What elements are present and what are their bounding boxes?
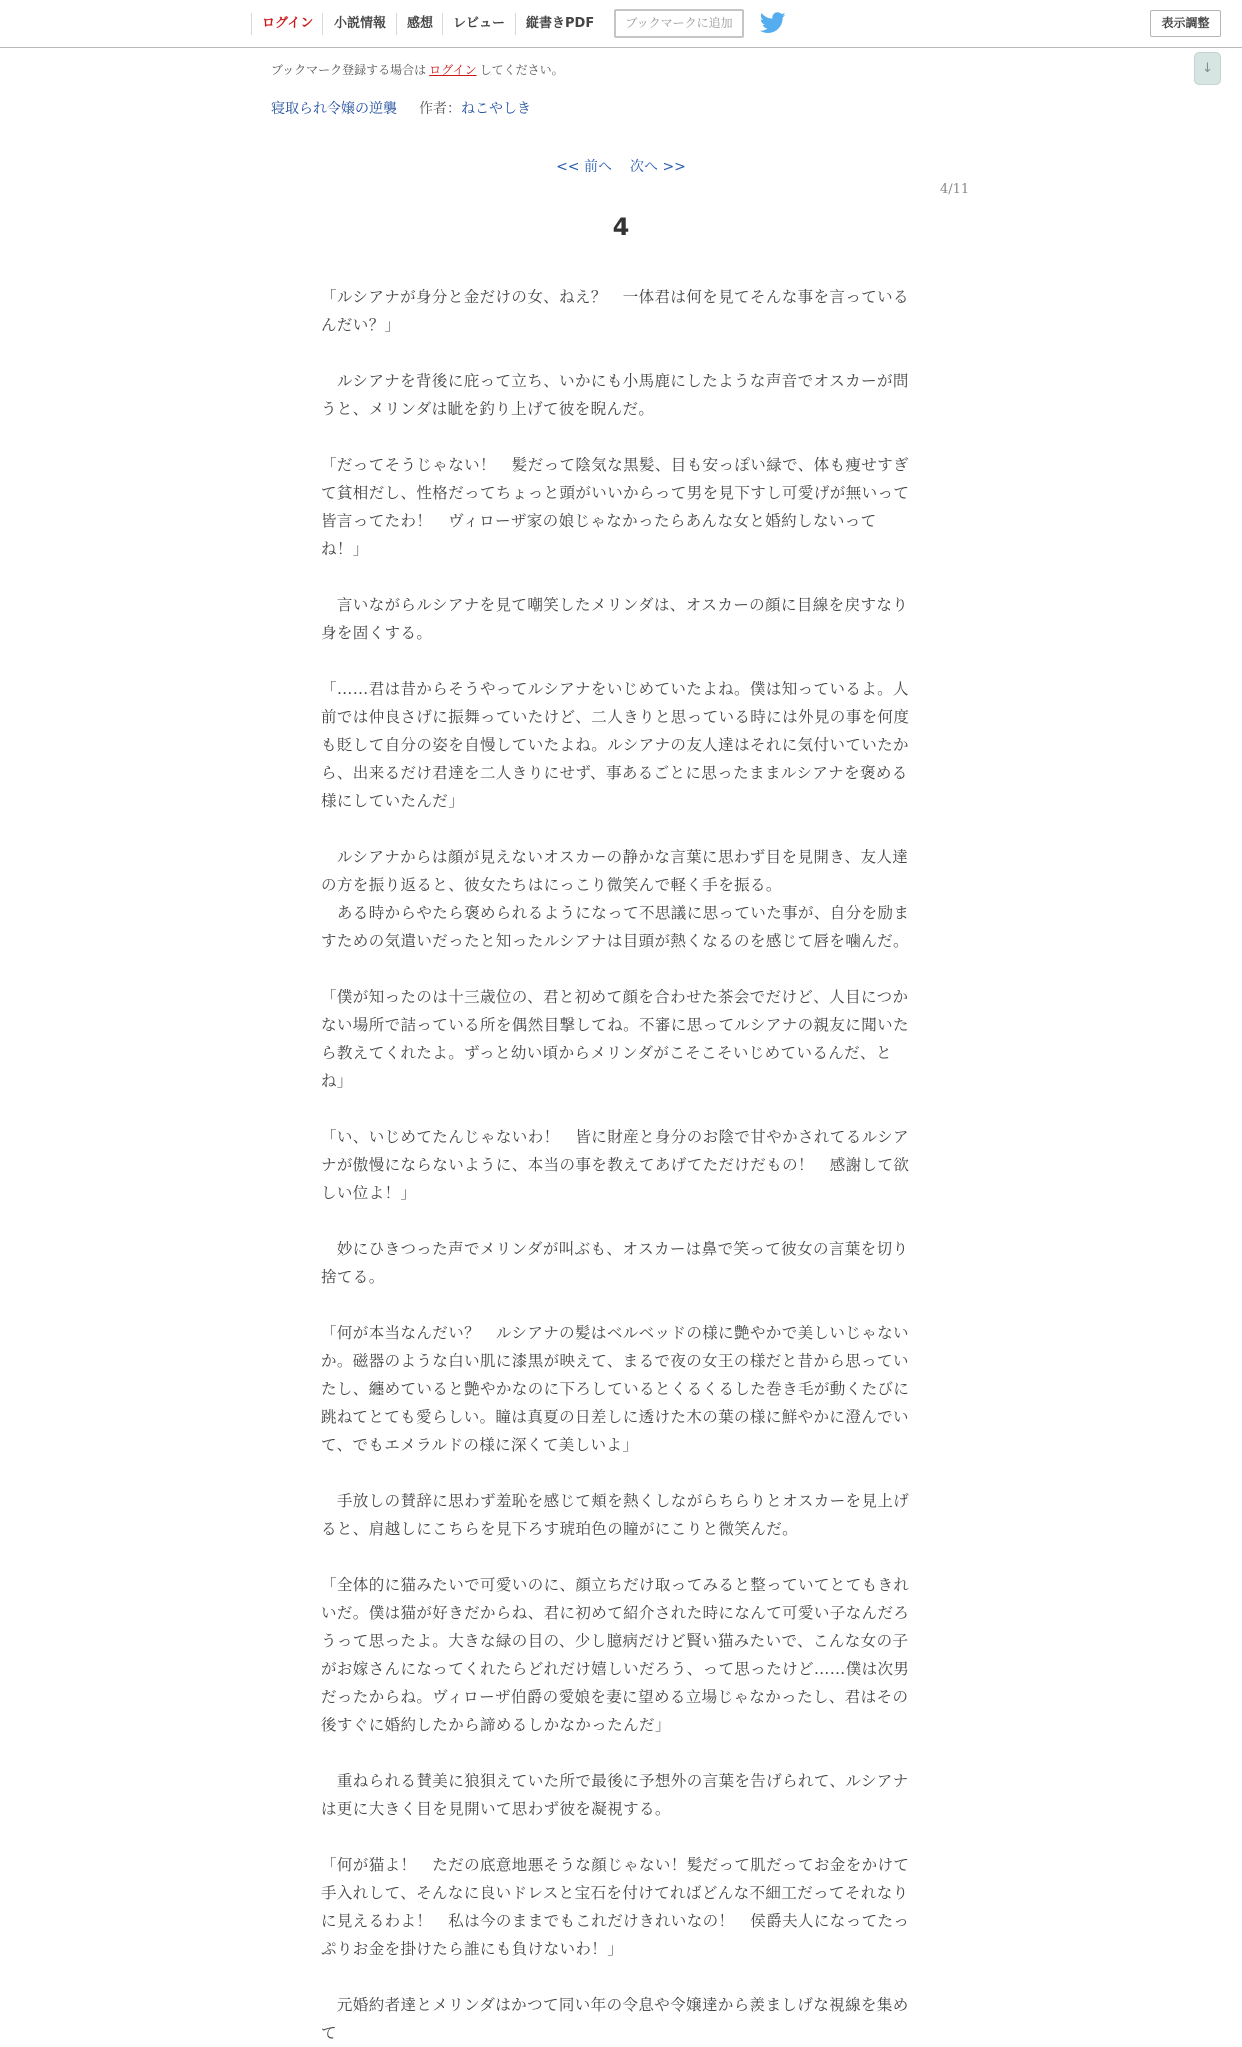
body-line: ら教えてくれたよ。ずっと幼い頃からメリンダがこそこそいじめているんだ、と (321, 1044, 892, 1062)
body-line: ね！」 (321, 540, 369, 558)
body-line: ルシアナを背後に庇って立ち、いかにも小馬鹿にしたような声音でオスカーが問 (321, 372, 909, 390)
body-line: ぷりお金を掛けたら誰にも負けないわ！」 (321, 1940, 624, 1958)
notice-login-link[interactable]: ログイン (429, 63, 477, 77)
body-line: うと、メリンダは眦を釣り上げて彼を睨んだ。 (321, 400, 655, 418)
body-line: 「僕が知ったのは十三歳位の、君と初めて顔を合わせた茶会でだけど、人目につか (321, 988, 909, 1006)
body-line (321, 339, 913, 367)
body-line: ない場所で詰っている所を偶然目撃してね。不審に思ってルシアナの親友に聞いた (321, 1016, 909, 1034)
scroll-down-button[interactable] (1194, 52, 1221, 85)
top-nav-bar (0, 0, 1242, 48)
body-line: 手入れして、そんなに良いドレスと宝石を付けてればどんな不細工だってそれなり (321, 1884, 909, 1902)
next-chapter-link[interactable]: 次へ >> (630, 159, 686, 175)
body-line: 「全体的に猫みたいで可愛いのに、顔立ちだけ取ってみると整っていてとてもきれ (321, 1576, 910, 1594)
notice-text-after: してください。 (479, 63, 564, 77)
body-line: 前では仲良さげに振舞っていたけど、二人きりと思っている時には外見の事を何度 (321, 708, 910, 726)
author-link[interactable]: ねこやしき (461, 101, 531, 117)
nav-separator (515, 13, 516, 35)
body-line: は更に大きく目を見開いて思わず彼を凝視する。 (321, 1800, 671, 1818)
body-line: か。磁器のような白い肌に漆黒が映えて、まるで夜の女王の様だと昔から思ってい (321, 1352, 909, 1370)
body-line (321, 1291, 913, 1319)
body-line (321, 955, 913, 983)
body-line: ら、出来るだけ君達を二人きりにせず、事あるごとに思ったままルシアナを褒める (321, 764, 908, 782)
prev-chapter-link[interactable]: << 前へ (556, 159, 612, 175)
body-line (321, 815, 913, 843)
body-line: 手放しの賛辞に思わず羞恥を感じて頬を熱くしながらちらりとオスカーを見上げ (321, 1492, 910, 1510)
twitter-share-button[interactable] (760, 12, 786, 34)
body-line: 重ねられる賛美に狼狽えていた所で最後に予想外の言葉を告げられて、ルシアナ (321, 1772, 909, 1790)
body-line: 「だってそうじゃない！ 髪だって陰気な黒髪、目も安っぽい緑で、体も痩せすぎ (321, 456, 909, 474)
novel-body-text (321, 283, 913, 2047)
body-line (321, 647, 913, 675)
body-line: うって思ったよ。大きな緑の目の、少し臆病だけど賢い猫みたいで、こんな女の子 (321, 1632, 909, 1650)
body-line: ある時からやたら褒められるようになって不思議に思っていた事が、自分を励ま (321, 904, 910, 922)
chapter-title: 4 (612, 213, 630, 241)
body-line: に見えるわよ！ 私は今のままでもこれだけきれいなの！ 侯爵夫人になってたっ (321, 1912, 910, 1930)
body-line: 皆言ってたわ！ ヴィローザ家の娘じゃなかったらあんな女と婚約しないって (321, 512, 877, 530)
body-line: の方を振り返ると、彼女たちはにっこり微笑んで軽く手を振る。 (321, 876, 782, 894)
body-line (321, 563, 913, 591)
nav-separator (251, 13, 252, 35)
body-line: ね」 (321, 1072, 353, 1090)
body-line: ると、肩越しにこちらを見下ろす琥珀色の瞳がにこりと微笑んだ。 (321, 1520, 799, 1538)
body-line: ルシアナからは顔が見えないオスカーの静かな言葉に思わず目を見開き、友人達 (321, 848, 909, 866)
body-line (321, 423, 913, 451)
body-line: 身を固くする。 (321, 624, 433, 642)
body-line: て、でもエメラルドの様に深くて美しいよ」 (321, 1436, 639, 1454)
bookmark-login-notice (271, 61, 564, 78)
nav-login-link[interactable]: ログイン (262, 16, 314, 31)
body-line: しい位よ！」 (321, 1184, 417, 1202)
body-line: 「何が本当なんだい？ ルシアナの髪はベルベッドの様に艶やかで美しいじゃない (321, 1324, 909, 1342)
body-line: 元婚約者達とメリンダはかつて同い年の令息や令嬢達から羨ましげな視線を集めて (321, 1996, 909, 2042)
twitter-bird-icon (760, 12, 786, 34)
nav-review-link[interactable]: レビュー (453, 16, 506, 31)
body-line (321, 1739, 913, 1767)
display-settings-button[interactable]: 表示調整 (1150, 10, 1221, 37)
body-line: て貧相だし、性格だってちょっと頭がいいからって男を見下すし可愛げが無いって (321, 484, 910, 502)
add-bookmark-button[interactable]: ブックマークに追加 (614, 9, 744, 38)
body-line: 様にしていたんだ」 (321, 792, 465, 810)
body-line: だったからね。ヴィローザ伯爵の愛娘を妻に望める立場じゃなかったし、君はその (321, 1688, 909, 1706)
body-line (321, 1095, 913, 1123)
body-line: ナが傲慢にならないように、本当の事を教えてあげてただけだもの！ 感謝して欲 (321, 1156, 910, 1174)
notice-text-before: ブックマーク登録する場合は (271, 63, 427, 77)
novel-title-link[interactable]: 寝取られ令嬢の逆襲 (271, 101, 397, 117)
nav-separator (442, 13, 443, 35)
body-line (321, 1823, 913, 1851)
body-line (321, 1459, 913, 1487)
novel-title-line (271, 98, 531, 118)
body-line: も貶して自分の姿を自慢していたよね。ルシアナの友人達はそれに気付いていたか (321, 736, 909, 754)
body-line: 「ルシアナが身分と金だけの女、ねえ？ 一体君は何を見てそんな事を言っている (321, 288, 909, 306)
body-line: 言いながらルシアナを見て嘲笑したメリンダは、オスカーの顔に目線を戻すなり (321, 596, 909, 614)
body-line: すための気遣いだったと知ったルシアナは目頭が熱くなるのを感じて唇を噛んだ。 (321, 932, 909, 950)
body-line: 妙にひきつった声でメリンダが叫ぶも、オスカーは鼻で笑って彼女の言葉を切り (321, 1240, 909, 1258)
nav-separator (322, 13, 323, 35)
page-counter: 4/11 (940, 182, 970, 197)
body-line: 「……君は昔からそうやってルシアナをいじめていたよね。僕は知っているよ。人 (321, 680, 909, 698)
body-line: 跳ねてとても愛らしい。瞳は真夏の日差しに透けた木の葉の様に鮮やかに澄んでい (321, 1408, 909, 1426)
body-line (321, 1207, 913, 1235)
body-line: 後すぐに婚約したから諦めるしかなかったんだ」 (321, 1716, 671, 1734)
body-line: いだ。僕は猫が好きだからね、君に初めて紹介された時になんて可愛い子なんだろ (321, 1604, 910, 1622)
body-line: んだい？」 (321, 316, 401, 334)
body-line (321, 1543, 913, 1571)
nav-vertical-pdf-link[interactable]: 縦書きPDF (526, 16, 595, 31)
body-line: 捨てる。 (321, 1268, 385, 1286)
body-line: たし、纏めていると艶やかなのに下ろしているとくるくるした巻き毛が動くたびに (321, 1380, 910, 1398)
body-line: がお嫁さんになってくれたらどれだけ嬉しいだろう、って思ったけど……僕は次男 (321, 1660, 910, 1678)
body-line: 「何が猫よ！ ただの底意地悪そうな顔じゃない！髪だって肌だってお金をかけて (321, 1856, 910, 1874)
nav-impressions-link[interactable]: 感想 (407, 16, 434, 31)
author-label: 作者： (419, 101, 461, 117)
nav-separator (396, 13, 397, 35)
arrow-down-icon: ↓ (1202, 61, 1213, 76)
nav-novel-info-link[interactable]: 小説情報 (334, 16, 387, 31)
body-line (321, 1963, 913, 1991)
body-line: 「い、いじめてたんじゃないわ！ 皆に財産と身分のお陰で甘やかされてるルシア (321, 1128, 909, 1146)
chapter-pager (0, 156, 1242, 176)
